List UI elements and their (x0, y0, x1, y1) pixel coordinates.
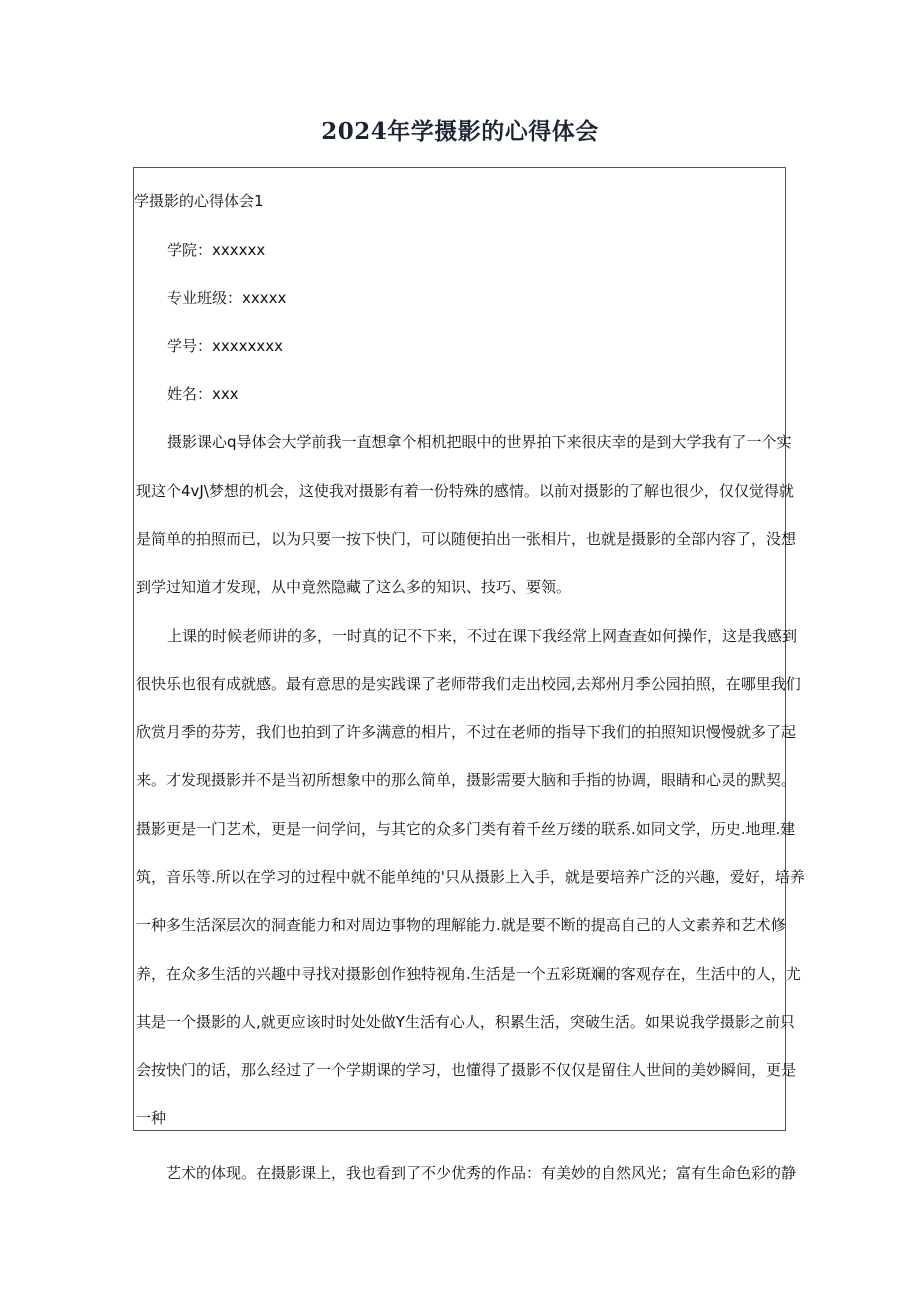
text-line: 养，在众多生活的兴趣中寻找对摄影创作独特视角.生活是一个五彩斑斓的客观存在，生活中的人，尤 (136, 965, 801, 983)
text-line: 筑，音乐等.所以在学习的过程中就不能单纯的'只从摄影上入手，就是要培养广泛的兴趣，爱好，培养 (136, 868, 805, 886)
field-name (167, 384, 239, 404)
text-line: 到学过知道才发现，从中竟然隐藏了这么多的知识、技巧、要领。 (136, 578, 572, 596)
text-line: 其是一个摄影的人,就更应该时时处处做Y生活有心人，积累生活，突破生活。如果说我学摄影之前只 (136, 1013, 795, 1031)
field-value: xxxxx (242, 289, 287, 307)
field-value: xxxxxxxx (212, 337, 284, 355)
field-label: 学院： (167, 241, 213, 259)
field-label: 专业班级： (167, 289, 243, 307)
page-title: 2024年学摄影的心得体会 (321, 118, 599, 145)
field-college (167, 240, 265, 260)
text-line: 一种 (136, 1109, 167, 1127)
text-line: 摄影课心q导体会大学前我一直想拿个相机把眼中的世界拍下来很庆幸的是到大学我有了一个实 (167, 433, 792, 451)
continuation-line: 艺术的体现。在摄影课上，我也看到了不少优秀的作品：有美妙的自然风光；富有生命色彩的静 (166, 1164, 797, 1182)
field-label: 姓名： (167, 385, 213, 403)
text-line: 会按快门的话，那么经过了一个学期课的学习，也懂得了摄影不仅仅是留住人世间的美妙瞬间，更是 (136, 1061, 797, 1079)
text-line: 现这个4vJ\梦想的机会，这使我对摄影有着一份特殊的感情。以前对摄影的了解也很少，仅仅觉得就 (136, 482, 794, 500)
text-line: 一种多生活深层次的洞查能力和对周边事物的理解能力.就是要不断的提高自己的人文素养和艺术修 (136, 916, 786, 934)
text-line: 来。才发现摄影并不是当初所想象中的那么简单，摄影需要大脑和手指的协调，眼睛和心灵的默契。 (136, 771, 797, 789)
field-student-id (167, 336, 283, 356)
text-line: 欣赏月季的芬芳，我们也拍到了许多满意的相片，不过在老师的指导下我们的拍照知识慢慢就多了起 (136, 723, 797, 741)
content-box (133, 167, 805, 1131)
text-line: 摄影更是一门艺术，更是一问学问，与其它的众多门类有着千丝万缕的联系.如同文学，历史.地理.建 (136, 820, 796, 838)
field-value: xxx (212, 385, 239, 403)
text-line: 很快乐也很有成就感。最有意思的是实践课了老师带我们走出校园,去郑州月季公园拍照，在哪里我们 (136, 675, 801, 693)
field-class (167, 288, 286, 308)
text-line: 是简单的拍照而已，以为只要一按下快门，可以随便拍出一张相片，也就是摄影的全部内容了，没想 (136, 530, 797, 548)
text-line: 上课的时候老师讲的多，一时真的记不下来，不过在课下我经常上网查查如何操作，这是我感到 (167, 627, 798, 645)
field-label: 学号： (167, 337, 213, 355)
field-value: xxxxxx (212, 241, 266, 259)
section-heading: 学摄影的心得体会1 (134, 192, 264, 210)
